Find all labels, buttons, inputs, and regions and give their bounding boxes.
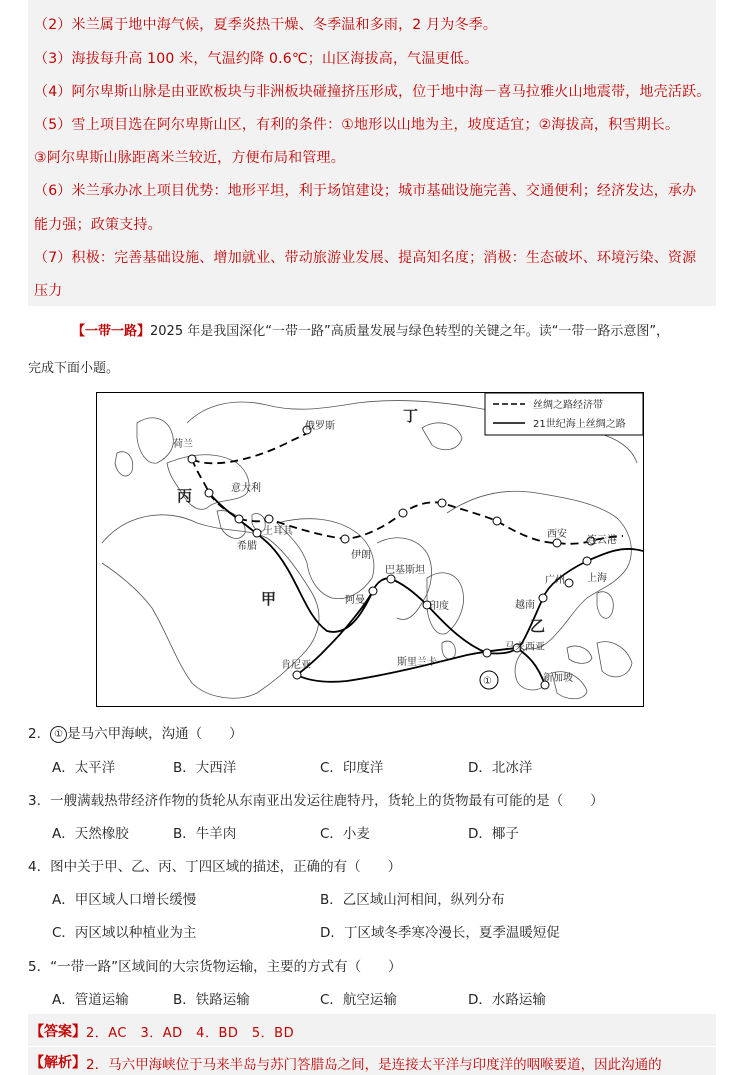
answer-line-5: （5）雪上项目选在阿尔卑斯山区，有利的条件：①地形以山地为主，坡度适宜；②海拔高，积雪期长。 [34,117,680,133]
answer-line-6: （6）米兰承办冰上项目优势：地形平坦，利于场馆建设；城市基础设施完善、交通便利；经济发达，承办 [34,183,697,199]
answer-line-5b: ③阿尔卑斯山脉距离米兰较近，方便布局和管理。 [34,150,345,166]
strait-mark-label: ① [483,676,492,687]
label-lianyungang: 连云港 [587,535,617,546]
city-marker-waypoint-3 [493,517,501,525]
question-3 [28,789,604,809]
answer-line-2: （2）米兰属于地中海气候，夏季炎热干燥、冬季温和多雨，2 月为冬季。 [34,17,498,33]
region-label-bing: 丙 [177,487,193,505]
region-label-jia: 甲 [261,590,277,608]
analysis-text: 2．马六甲海峡位于马来半岛与苏门答腊岛之间，是连接太平洋与印度洋的咽喉要道，因此沟通的 [86,1057,662,1073]
q4-option-d[interactable]: D．丁区域冬季寒冷漫长，夏季温暖短促 [320,925,560,941]
label-turkey: 土耳其 [263,526,293,537]
label-vietnam: 越南 [515,600,535,611]
q5-option-b[interactable]: B．铁路运输 [173,992,250,1008]
belt-road-map [96,392,644,707]
intro-text: 2025 年是我国深化“一带一路”高质量发展与绿色转型的关键之年。读“一带一路示意图”， [150,324,670,339]
question-4-num: 4． [28,859,51,875]
question-2-num: 2． [28,726,51,742]
q5-option-a[interactable]: A．管道运输 [52,992,129,1008]
answer-line-4: （4）阿尔卑斯山脉是由亚欧板块与非洲板块碰撞挤压形成，位于地中海－喜马拉雅火山地震带，地壳活跃。 [34,84,711,100]
q4-option-c[interactable]: C．丙区域以种植业为主 [52,925,197,941]
city-marker-shanghai [583,557,591,565]
city-marker-oman [369,587,377,595]
question-2-circle: ① [50,726,67,743]
legend-label-maritime: 21世纪海上丝绸之路 [533,419,626,430]
city-marker-kenya [293,671,301,679]
q5-option-d[interactable]: D．水路运输 [468,992,546,1008]
label-netherlands: 荷兰 [173,439,193,450]
label-singapore: 新加坡 [543,673,573,684]
question-3-num: 3． [28,793,51,809]
q3-option-a[interactable]: A．天然橡胶 [52,826,129,842]
city-marker-guangzhou [565,579,573,587]
legend-label-belt: 丝绸之路经济带 [533,400,603,411]
q2-option-c[interactable]: C．印度洋 [320,760,384,776]
question-4 [28,855,401,875]
analysis-bar [28,1047,716,1075]
q2-option-a[interactable]: A．太平洋 [52,760,116,776]
q3-option-d[interactable]: D．椰子 [468,826,519,842]
city-marker-waypoint-4 [253,529,261,537]
label-kenya: 肯尼亚 [281,660,311,671]
label-oman: 阿曼 [345,595,365,606]
question-5-stem: “一带一路”区域间的大宗货物运输，主要的方式有（ ） [50,959,402,975]
answer-label: 【答案】 [30,1024,86,1040]
question-2-stem: 是马六甲海峡，沟通（ ） [67,726,243,742]
map-svg [97,393,643,706]
q3-option-c[interactable]: C．小麦 [320,826,370,842]
city-marker-waypoint-2 [438,499,446,507]
intro-line-1 [72,320,669,339]
label-greece: 希腊 [237,541,257,552]
q4-option-b[interactable]: B．乙区域山河相间，纵列分布 [320,892,505,908]
label-guangzhou: 广州 [545,575,565,586]
intro-line-2: 完成下面小题。 [28,361,120,376]
q2-option-b[interactable]: B．大西洋 [173,760,237,776]
question-2 [28,722,243,743]
label-iran: 伊朗 [351,550,371,561]
q3-option-b[interactable]: B．牛羊肉 [173,826,237,842]
label-shanghai: 上海 [587,573,607,584]
label-xian: 西安 [547,529,567,540]
city-marker-greece [235,515,243,523]
label-pakistan: 巴基斯坦 [385,565,425,576]
answer-line-7b: 压力 [34,283,63,299]
city-marker-pakistan [387,575,395,583]
answer-line-7: （7）积极：完善基础设施、增加就业、带动旅游业发展、提高知名度；消极：生态破坏、环境污染、资源 [34,250,697,266]
answer-value: 2．AC 3．AD 4．BD 5．BD [86,1026,295,1041]
region-label-ding: 丁 [403,407,419,425]
q2-option-d[interactable]: D．北冰洋 [468,760,533,776]
question-4-stem: 图中关于甲、乙、丙、丁四区域的描述，正确的有（ ） [50,859,402,875]
label-srilanka: 斯里兰卡 [397,657,437,668]
q5-option-c[interactable]: C．航空运输 [320,992,397,1008]
answer-line-6b: 能力强；政策支持。 [34,217,162,233]
question-5-num: 5． [28,959,51,975]
city-marker-italy [205,489,213,497]
answer-line-3: （3）海拔每升高 100 米，气温约降 0.6℃；山区海拔高，气温更低。 [34,51,479,67]
answer-bar [28,1014,716,1046]
city-marker-srilanka [483,649,491,657]
city-marker-vietnam [539,594,547,602]
question-3-stem: 一艘满载热带经济作物的货轮从东南亚出发运往鹿特丹，货轮上的货物最有可能的是（ ） [50,793,604,809]
analysis-label: 【解析】 [30,1055,86,1071]
intro-tag: 【一带一路】 [72,324,151,339]
city-marker-xian [553,539,561,547]
city-marker-netherlands [188,455,196,463]
label-russia: 俄罗斯 [305,421,335,432]
region-label-yi: 乙 [530,617,546,635]
q4-option-a[interactable]: A．甲区域人口增长缓慢 [52,892,197,908]
city-marker-iran [341,535,349,543]
label-italy: 意大利 [231,483,261,494]
label-malaysia: 马来西亚 [505,642,545,653]
question-5 [28,955,402,975]
city-marker-waypoint-1 [399,509,407,517]
label-india: 印度 [429,601,449,612]
city-marker-turkey [265,515,273,523]
